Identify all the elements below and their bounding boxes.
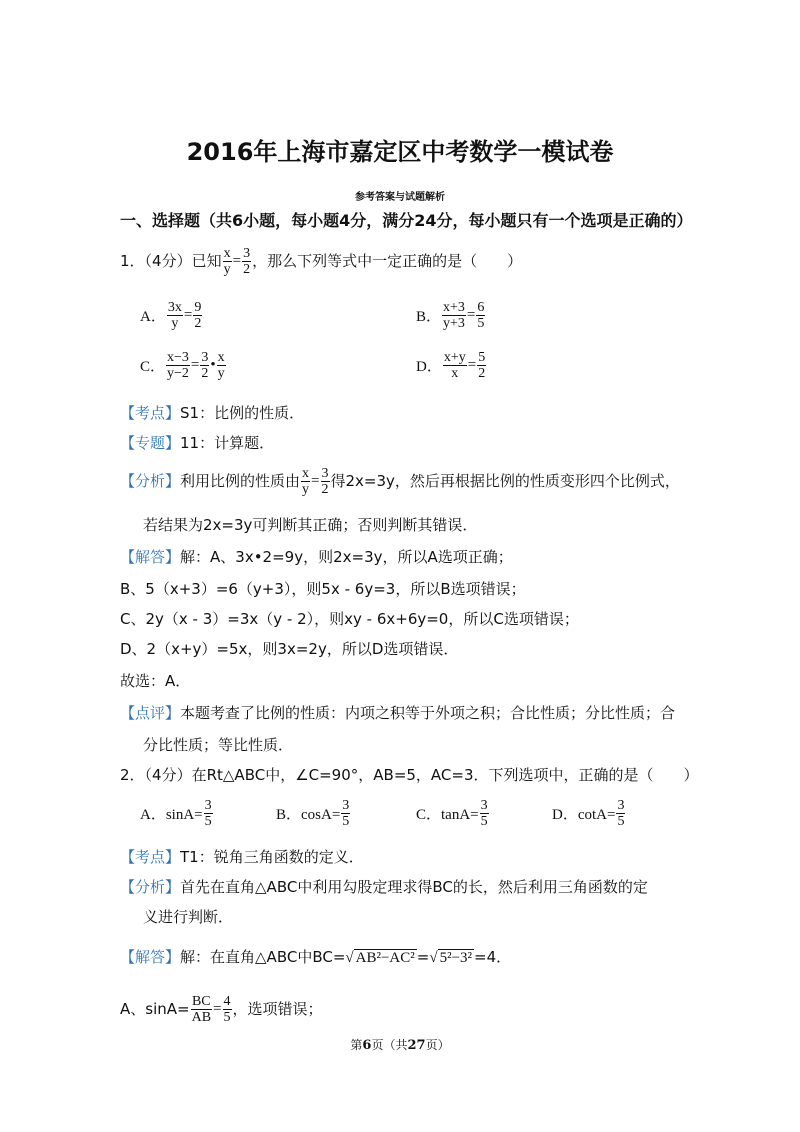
q1-answer: 故选：A．: [120, 672, 191, 690]
q1-jieda: 【解答】解：A、3x•2=9y，则2x=3y，所以A选项正确；: [120, 548, 513, 566]
q2-option-a-solution: A、sinA= $\frac{BC}{AB}$ = $\frac{4}{5}$ ，选项错误；: [120, 994, 323, 1025]
q1-dianping-line2: 分比性质；等比性质．: [143, 736, 294, 754]
section-heading: 一、选择题（共6小题，每小题4分，满分24分，每小题只有一个选项是正确的）: [120, 211, 693, 230]
q1-fenxi: 【分析】利用比例的性质由 $\frac{x}{y}$ = $\frac{3}{2}$ 得2x=3y，然后再根据比例的性质变形四个比例式，: [120, 466, 680, 497]
q2-jieda: 【解答】解：在直角△ABC中BC=√ AB²−AC² =√ 5²−3² =4．: [120, 948, 512, 966]
q1-option-a: A． $\frac{3x}{y}$ = $\frac{9}{2}$: [140, 300, 202, 331]
q1-jieda-c: C、2y（x - 3）=3x（y - 2），则xy - 6x+6y=0，所以C选项错误；: [120, 610, 579, 628]
q1-fenxi-line2: 若结果为2x=3y可判断其正确；否则判断其错误．: [143, 516, 478, 534]
q1-stem: 1．（4分）已知 $\frac{x}{y}$ = $\frac{3}{2}$ ，那么下列等式中一定正确的是（ ）: [120, 246, 523, 277]
q1-given-fraction: $\frac{x}{y}$: [223, 246, 231, 277]
q2-option-c: C．tanA= $\frac{3}{5}$: [416, 798, 488, 829]
q1-kaodian: 【考点】S1：比例的性质．: [120, 404, 305, 422]
q2-option-b: B．cosA= $\frac{3}{5}$: [276, 798, 350, 829]
q2-fenxi: 【分析】首先在直角△ABC中利用勾股定理求得BC的长，然后利用三角函数的定: [120, 878, 648, 896]
page-title: 2016年上海市嘉定区中考数学一模试卷: [186, 138, 614, 166]
q1-option-b: B． $\frac{x+3}{y+3}$ = $\frac{6}{5}$: [416, 300, 485, 331]
sqrt-expression-2: √ 5²−3²: [429, 950, 473, 966]
q1-jieda-d: D、2（x+y）=5x，则3x=2y，所以D选项错误．: [120, 640, 459, 658]
page-total: 27: [407, 1038, 426, 1053]
sqrt-expression-1: √ AB²−AC²: [345, 950, 415, 966]
q2-stem: 2．（4分）在Rt△ABC中，∠C=90°，AB=5，AC=3．下列选项中，正确的是（ ）: [120, 766, 699, 784]
page-number: 6: [362, 1038, 372, 1053]
page-subtitle: 参考答案与试题解析: [355, 192, 445, 203]
q1-option-c: C． $\frac{x-3}{y-2}$ = $\frac{3}{2}$ • $\frac{x}{y}$: [140, 350, 225, 381]
q2-option-d: D．cotA= $\frac{3}{5}$: [552, 798, 625, 829]
q1-dianping: 【点评】本题考查了比例的性质：内项之积等于外项之积；合比性质；分比性质；合: [120, 704, 676, 722]
q1-jieda-b: B、5（x+3）=6（y+3），则5x - 6y=3，所以B选项错误；: [120, 580, 526, 598]
q2-option-a: A．sinA= $\frac{3}{5}$: [140, 798, 212, 829]
page-footer: 第6页（共27页）: [350, 1038, 450, 1053]
q1-zhuanti: 【专题】11：计算题．: [120, 434, 275, 452]
q2-fenxi-line2: 义进行判断．: [143, 908, 234, 926]
q2-kaodian: 【考点】T1：锐角三角函数的定义．: [120, 848, 364, 866]
q1-option-d: D． $\frac{x+y}{x}$ = $\frac{5}{2}$: [416, 350, 486, 381]
